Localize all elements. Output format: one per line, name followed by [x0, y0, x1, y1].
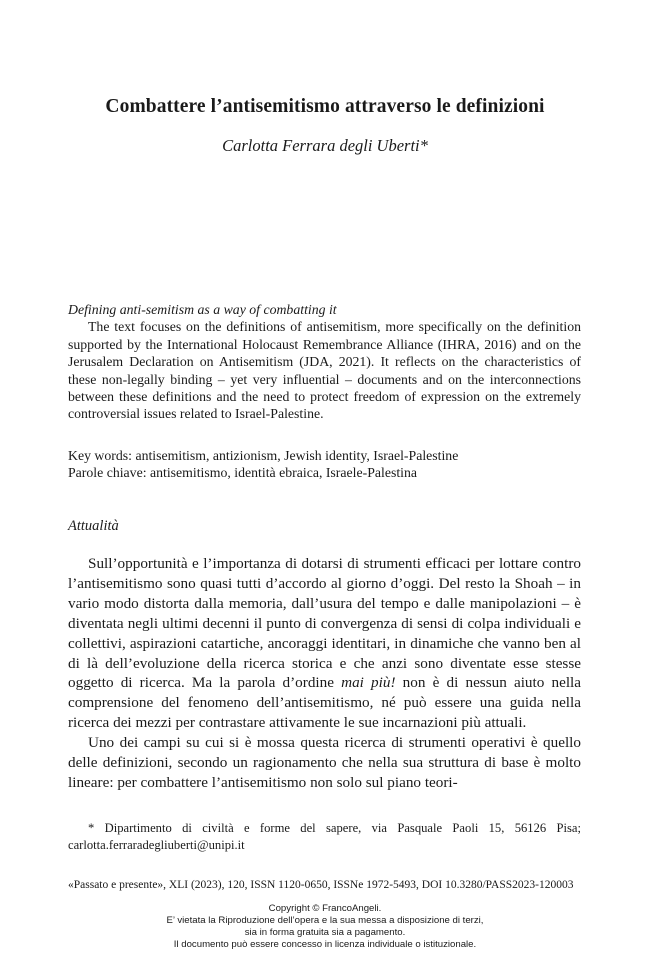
- abstract: [68, 301, 581, 423]
- copyright-line-3: sia in forma gratuita sia a pagamento.: [244, 927, 406, 938]
- body-text: [68, 554, 581, 793]
- keywords: [68, 447, 581, 482]
- abstract-text: The text focuses on the definitions of antisemitism, more specifically on the definition supported by the International Holocaust Remembrance Alliance (IHRA, 2016) and on the Jerusalem Declaration on Antisemitism (JDA, 2021). It reflects on the characteristics of these non-legally binding – yet very influential – documents and on the interconnections between these definitions and the need to protect freedom of expression on the extremely controversial issues related to Israel-Palestine.: [68, 319, 581, 422]
- paragraph-1-part-a: Sull’opportunità e l’importanza di dotarsi di strumenti efficaci per lottare contro l’antisemitismo sono quasi tutti d’accordo al giorno d’oggi. Del resto la Shoah – in vario modo distorta dalla memoria, dall’usura del tempo e dalle manipolazioni – è diventata negli ultimi decenni il punto di convergenza di sensi di colpa individuali e collettivi, aspirazioni catartiche, ancoraggi identitari, in dinamiche che vanno ben al di là dell’evoluzione della ricerca storica e che anzi sono diventate esse stesse oggetto di ricerca. Ma la parola d’ordine: [68, 555, 581, 692]
- copyright-line-2: E’ vietata la Riproduzione dell’opera e la sua messa a disposizione di terzi,: [166, 915, 484, 926]
- abstract-title: Defining anti-semitism as a way of combatting it: [68, 302, 337, 317]
- paragraph-1-emphasis: mai più!: [341, 674, 396, 692]
- paragraph-1: [68, 554, 581, 733]
- copyright-line-4: Il documento può essere concesso in licenza individuale o istituzionale.: [173, 939, 477, 950]
- footnote: * Dipartimento di civiltà e forme del sapere, via Pasquale Paoli 15, 56126 Pisa; carlotta.ferraradegliuberti@unipi.it: [68, 821, 581, 852]
- copyright-line-1: Copyright © FrancoAngeli.: [268, 903, 382, 914]
- paragraph-2: Uno dei campi su cui si è mossa questa ricerca di strumenti operativi è quello delle definizioni, secondo un ragionamento che nella sua struttura di base è molto lineare: per combattere l’antisemitismo non solo sul piano teori-: [68, 734, 581, 791]
- article-author: Carlotta Ferrara degli Uberti*: [222, 136, 428, 155]
- journal-reference: «Passato e presente», XLI (2023), 120, ISSN 1120-0650, ISSNe 1972-5493, DOI 10.3280/PASS2023-120003: [68, 879, 574, 891]
- article-title: Combattere l’antisemitismo attraverso le definizioni: [105, 96, 545, 117]
- section-title: Attualità: [68, 518, 119, 534]
- keywords-english: Key words: antisemitism, antizionism, Jewish identity, Israel-Palestine: [68, 448, 459, 463]
- keywords-italian: Parole chiave: antisemitismo, identità ebraica, Israele-Palestina: [68, 465, 418, 481]
- paragraph-1-part-b: non è di nessun aiuto nella comprensione del fenomeno dell’antisemitismo, né può essere una guida nella ricerca dei mezzi per contrastare attivamente le sue incarnazioni più attuali.: [68, 674, 581, 732]
- copyright-notice: [0, 903, 650, 951]
